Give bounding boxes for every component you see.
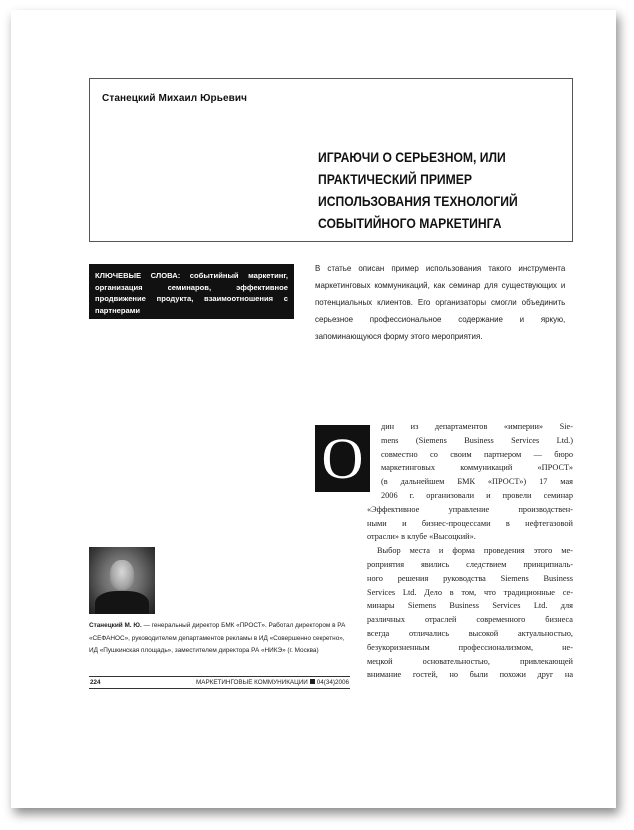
body-line: ного решения руководства Siemens Business — [367, 573, 573, 583]
journal-name: МАРКЕТИНГОВЫЕ КОММУНИКАЦИИ — [196, 679, 308, 686]
title-line: СОБЫТИЙНОГО МАРКЕТИНГА — [318, 216, 502, 231]
article-title — [318, 147, 539, 235]
square-separator-icon — [310, 679, 315, 684]
author-bio — [89, 620, 351, 658]
body-line: минары Siemens Business Services Ltd. для — [367, 601, 573, 611]
bio-name: Станецкий М. Ю. — [89, 622, 142, 629]
journal-issue: 04(34)2006 — [316, 679, 349, 686]
photo-face — [110, 560, 134, 590]
page-number: 224 — [90, 679, 101, 686]
title-line: ИГРАЮЧИ О СЕРЬЕЗНОМ, ИЛИ — [318, 150, 506, 165]
article-header — [89, 78, 573, 242]
body-line: безукоризненным профессионализмом, не- — [367, 642, 573, 652]
body-line: (в дальнейшем БМК «ПРОСТ») 17 мая — [381, 477, 573, 487]
keywords-box — [89, 264, 294, 319]
keywords-label: КЛЮЧЕВЫЕ СЛОВА: — [95, 271, 181, 280]
body-line: Выбор места и форма проведения этого ме- — [377, 546, 573, 556]
drop-cap: О — [315, 425, 370, 492]
body-line: отрасли» в клубе «Высоцкий». — [367, 532, 476, 542]
abstract: В статье описан пример использования такого инструмента маркетинговых коммуникаций, как семинар для существующих и потенциальных клиентов. Его организаторы смогли объединить серьезное профессиональное содержание и яркую, запоминающуюся форму этого мероприятия. — [315, 264, 566, 341]
journal-page — [11, 10, 616, 808]
title-line: ИСПОЛЬЗОВАНИЯ ТЕХНОЛОГИЙ — [318, 194, 518, 209]
body-line: мецкой основательностью, привлекающей — [367, 656, 573, 666]
body-line: mens (Siemens Business Services Ltd.) — [381, 435, 573, 445]
body-line: 2006 г. организовали и провели семинар — [381, 490, 573, 500]
body-line: различных отраслей современного бизнеса — [367, 615, 573, 625]
keywords-text: событийный маркетинг, организация семинаров, эффективное продвижение продукта, взаимоотношения с партнерами — [95, 271, 288, 315]
body-line: ными и бизнес-процессами в нефтегазовой — [367, 518, 573, 528]
body-line: всегда отличались высокой актуальностью, — [367, 628, 573, 638]
body-line: дин из департаментов «империи» Sie- — [381, 422, 573, 431]
author-name: Станецкий Михаил Юрьевич — [102, 93, 248, 104]
body-text — [367, 420, 573, 682]
body-line: совместно со своим партнером — бюро — [381, 449, 573, 459]
body-line: «Эффективное управление производствен- — [367, 504, 573, 514]
body-line: маркетинговых коммуникаций «ПРОСТ» — [381, 463, 573, 473]
bio-text: — генеральный директор БМК «ПРОСТ». Работал директором в РА «СЕФАНОС», руководителем департаментов рекламы в ИД «Совершенно секретно», ИД «Пушкинская площадь», заместителем директора РА «НИКЭ» (г. Москва) — [89, 622, 346, 654]
photo-shoulders — [95, 591, 149, 614]
body-line: роприятия явились следствием принципиаль- — [367, 559, 573, 569]
body-line: внимание гостей, но были похожи друг на — [367, 670, 573, 680]
author-photo — [89, 547, 155, 614]
page-footer — [89, 676, 350, 689]
title-line: ПРАКТИЧЕСКИЙ ПРИМЕР — [318, 172, 472, 187]
body-line: Services Ltd. Дело в том, что традиционные се- — [367, 587, 573, 597]
journal-info — [196, 677, 349, 688]
